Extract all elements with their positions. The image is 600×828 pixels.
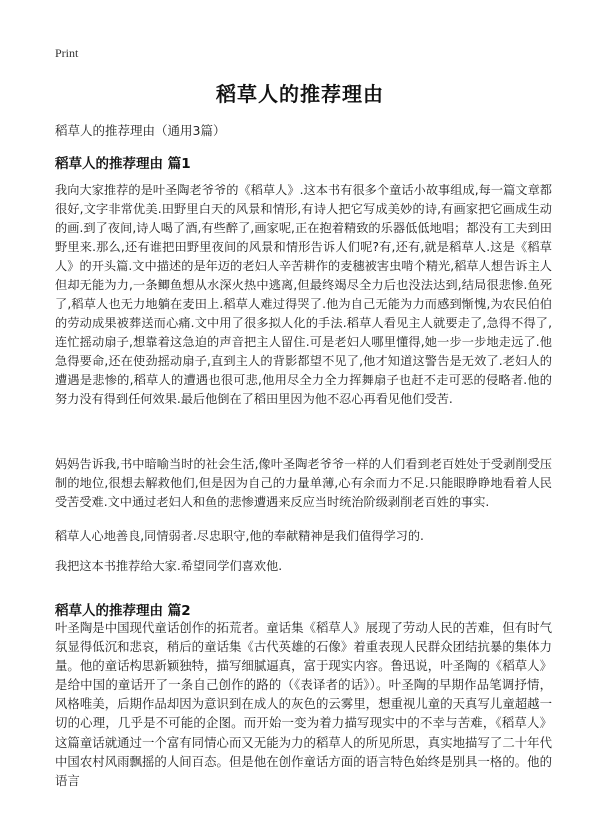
page-title: 稻草人的推荐理由 — [216, 82, 384, 106]
paragraph-1-3: 稻草人心地善良,同情弱者.尽忠职守,他的奉献精神是我们值得学习的. — [55, 529, 424, 543]
paragraph-2-1: 叶圣陶是中国现代童话创作的拓荒者。童话集《稻草人》展现了劳动人民的苦难，但有时气氛显得低沉和悲哀，稍后的童话集《古代英雄的石像》着重表现人民群众团结抗暴的集体力量。他的童话构思新颖独特，描写细腻逼真，富于现实内容。鲁迅说，叶圣陶的《稻草人》是给中国的童话开了一条自己创作的路的（《表译者的话》）。叶圣陶的早期作品笔调抒情，风格唯美，后期作品却因为意识到在成人的灰色的云雾里，想重视儿童的天真写儿童超越一切的心理，几乎是不可能的企图。而开始一变为着力描写现实中的不幸与苦难，《稻草人》这篇童话就通过一个富有同情心而又无能为力的稻草人的所见所思，真实地描写了二十年代中国农村风雨飘摇的人间百态。但是他在创作童话方面的语言特色始终是别具一格的。他的语言 — [55, 620, 552, 788]
print-link[interactable]: Print — [55, 46, 79, 60]
paragraph-1-1: 我向大家推荐的是叶圣陶老爷爷的《稻草人》.这本书有很多个童话小故事组成,每一篇文章都很好,文字非常优美.田野里白天的风景和情形,有诗人把它写成美妙的诗,有画家把它画成生动的画.到了夜间,诗人喝了酒,有些醉了,画家呢,正在抱着精致的乐器低低地唱；都没有工夫到田野里来.那么,还有谁把田野里夜间的风景和情形告诉人们呢?有,还有,就是稻草人.这是《稻草人》的开头篇.文中描述的是年迈的老妇人辛苦耕作的麦穗被害虫啃个精光,稻草人想告诉主人但却无能为力,一条鲫鱼想从水深火热中逃离,但最终竭尽全力后也没法达到,结局很悲惨.鱼死了,稻草人也无力地躺在麦田上.稻草人难过得哭了.他为自己无能为力而感到惭愧,为农民伯伯的劳动成果被葬送而心痛.文中用了很多拟人化的手法.稻草人看见主人就要走了,急得不得了,连忙摇动扇子,想靠着这急迫的声音把主人留住.可是老妇人哪里懂得,她一步一步地走远了.他急得要命,还在使劲摇动扇子,直到主人的背影都望不见了,他才知道这警告是无效了.老妇人的遭遇是悲惨的,稻草人的遭遇也很可悲,他用尽全力全力挥舞扇子也赶不走可恶的侵略者.他的努力没有得到任何效果.最后他倒在了稻田里因为他不忍心再看见他们受苦. — [55, 183, 552, 406]
paragraph-1-4: 我把这本书推荐给大家.希望同学们喜欢他. — [55, 559, 283, 573]
document-subtitle: 稻草人的推荐理由（通用3篇） — [55, 123, 226, 138]
section-heading-1: 稻草人的推荐理由 篇1 — [55, 156, 191, 172]
section-heading-2: 稻草人的推荐理由 篇2 — [55, 603, 191, 619]
paragraph-1-2: 妈妈告诉我,书中暗喻当时的社会生活,像叶圣陶老爷爷一样的人们看到老百姓处于受剥削受压制的地位,很想去解救他们,但是因为自己的力量单薄,心有余而力不足.只能眼睁睁地看着人民受苦受难.文中通过老妇人和鱼的悲惨遭遇来反应当时统治阶级剥削老百姓的事实. — [55, 457, 552, 509]
